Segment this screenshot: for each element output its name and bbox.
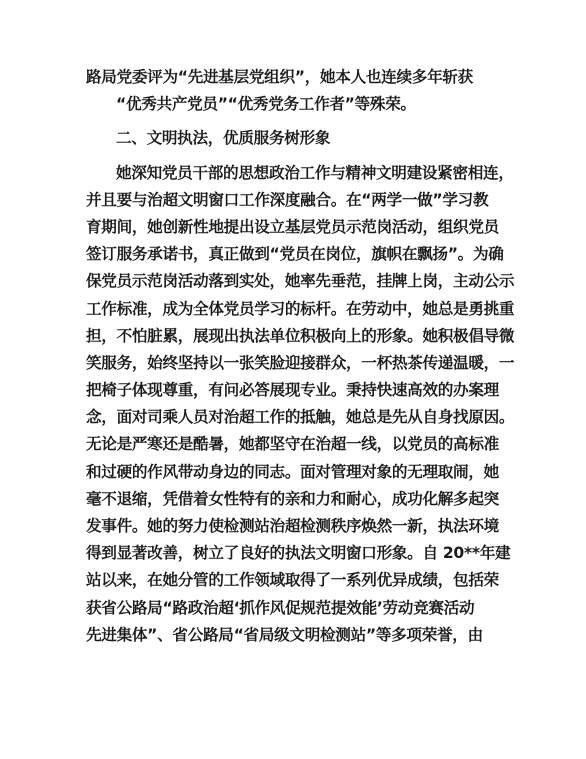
text-line: 站以来，在她分管的工作领域取得了一系列优异成绩，包括荣: [86, 571, 499, 590]
text-line: 把椅子体现尊重，有问必答展现专业。秉持快速高效的办案理: [86, 381, 499, 400]
text-line: 签订服务承诺书，真正做到“党员在岗位，旗帜在飘扬”。为确: [86, 245, 504, 264]
text-line: 路局党委评为“先进基层党组织”，她本人也连续多年斩获: [86, 68, 473, 86]
text-line: 无论是严寒还是酷暑，她都坚守在治超一线，以党员的高标准: [86, 435, 499, 454]
body-text: [86, 64, 516, 649]
text-line: 得到显著改善，树立了良好的执法文明窗口形象。自 20**年建: [86, 544, 511, 563]
text-line: 发事件。她的努力使检测站治超检测秩序焕然一新，执法环境: [86, 517, 499, 535]
text-line: 先进集体”、省公路局“省局级文明检测站”等多项荣誉，由: [86, 625, 483, 644]
text-line: 毫不退缩，凭借着女性特有的亲和力和耐心，成功化解多起突: [86, 489, 499, 508]
text-line: 并且要与治超文明窗口工作深度融合。在“两学一做”学习教: [86, 190, 489, 209]
text-line: 和过硬的作风带动身边的同志。面对管理对象的无理取闹，她: [86, 462, 499, 481]
text-line: 担，不怕脏累，展现出执法单位积极向上的形象。她积极倡导微: [86, 326, 515, 345]
text-line: 笑服务，始终坚持以一张笑脸迎接群众，一杯热茶传递温暖，一: [86, 353, 515, 372]
text-line: 念，面对司乘人员对治超工作的抵触，她总是先从自身找原因。: [86, 408, 515, 427]
text-line: “优秀共产党员”“优秀党务工作者”等殊荣。: [116, 95, 416, 114]
text-line: 工作标准，成为全体党员学习的标杆。在劳动中，她总是勇挑重: [86, 299, 515, 318]
text-line: 育期间，她创新性地提出设立基层党员示范岗活动，组织党员: [86, 217, 499, 236]
text-line: 她深知党员干部的思想政治工作与精神文明建设紧密相连，: [116, 163, 514, 182]
text-line: 保党员示范岗活动落到实处，她率先垂范，挂牌上岗，主动公示: [86, 272, 515, 291]
text-line: 获省公路局“路政治超‘抓作风促规范提效能’劳动竞赛活动: [86, 598, 475, 617]
section-heading: 二、文明执法，优质服务树形象: [116, 129, 331, 148]
